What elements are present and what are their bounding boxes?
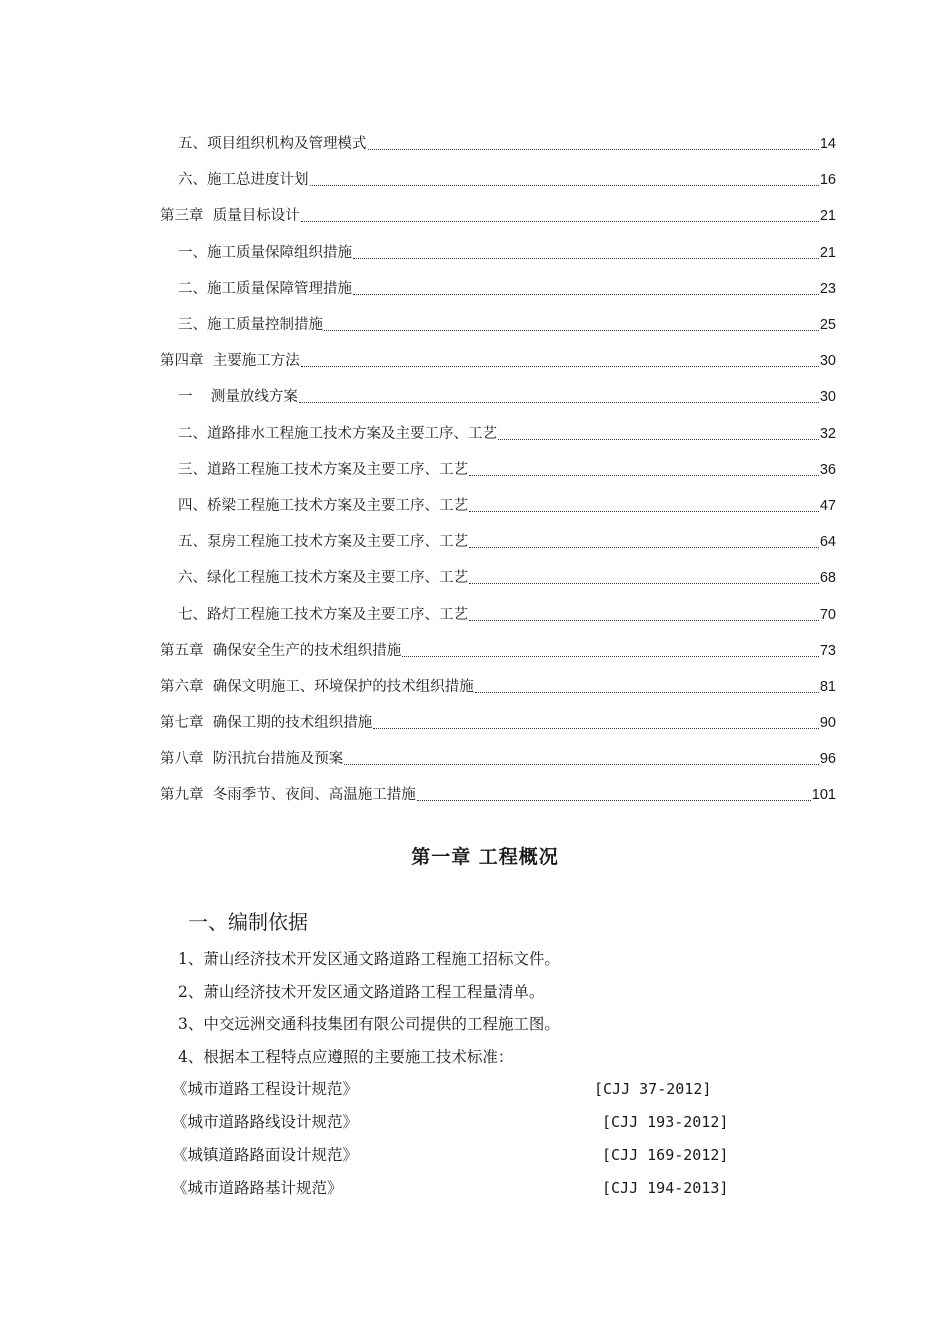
toc-page-number: 64 — [819, 534, 836, 551]
toc-page-number: 90 — [819, 715, 836, 732]
toc-entry-label: 第三章 质量目标设计 — [160, 208, 300, 225]
toc-entry-label: 七、路灯工程施工技术方案及主要工序、工艺 — [178, 606, 468, 623]
standard-code: [CJJ 37-2012] — [594, 1080, 712, 1098]
toc-dot-leader — [368, 134, 819, 154]
toc-dot-leader — [301, 351, 819, 371]
toc-entry[interactable] — [160, 343, 836, 379]
toc-entry[interactable] — [160, 741, 836, 777]
table-of-contents — [160, 126, 836, 814]
toc-dot-leader — [475, 677, 819, 697]
toc-dot-leader — [353, 279, 819, 299]
toc-dot-leader — [299, 387, 819, 407]
toc-dot-leader — [417, 785, 811, 805]
toc-dot-leader — [301, 206, 819, 226]
toc-dot-leader — [469, 532, 819, 552]
chapter-title: 第一章 工程概况 — [411, 846, 559, 868]
basis-item: 2、萧山经济技术开发区通文路道路工程工程量清单。 — [178, 982, 545, 1001]
standards-list — [172, 1074, 772, 1206]
toc-page-number: 36 — [819, 461, 836, 478]
toc-page-number: 25 — [819, 317, 836, 334]
toc-entry[interactable] — [160, 416, 836, 452]
toc-dot-leader — [469, 568, 819, 588]
standard-name: 《城市道路路基计规范》 — [172, 1179, 343, 1197]
standard-code: [CJJ 169-2012] — [602, 1146, 729, 1164]
toc-entry-label: 五、泵房工程施工技术方案及主要工序、工艺 — [178, 534, 468, 551]
standard-name: 《城镇道路路面设计规范》 — [172, 1146, 359, 1164]
toc-entry[interactable] — [160, 452, 836, 488]
standard-row — [172, 1140, 772, 1173]
toc-entry-label: 第四章 主要施工方法 — [160, 353, 300, 370]
standard-name: 《城市道路路线设计规范》 — [172, 1113, 359, 1131]
toc-entry-label: 第九章 冬雨季节、夜间、高温施工措施 — [160, 787, 416, 804]
toc-dot-leader — [469, 460, 819, 480]
toc-page-number: 70 — [819, 606, 836, 623]
toc-entry[interactable] — [160, 126, 836, 162]
toc-page-number: 30 — [819, 389, 836, 406]
toc-entry[interactable] — [160, 488, 836, 524]
toc-page-number: 16 — [819, 172, 836, 189]
toc-dot-leader — [469, 605, 819, 625]
toc-entry-label: 六、绿化工程施工技术方案及主要工序、工艺 — [178, 570, 468, 587]
basis-item: 3、中交远洲交通科技集团有限公司提供的工程施工图。 — [178, 1015, 560, 1033]
toc-entry-label: 五、项目组织机构及管理模式 — [178, 136, 367, 153]
toc-page-number: 73 — [819, 642, 836, 659]
toc-entry-label: 第六章 确保文明施工、环境保护的技术组织措施 — [160, 678, 474, 695]
toc-page-number: 23 — [819, 280, 836, 297]
toc-entry-label: 第八章 防汛抗台措施及预案 — [160, 751, 344, 768]
toc-dot-leader — [310, 170, 819, 190]
toc-page-number: 14 — [819, 136, 836, 153]
toc-entry-label: 四、桥梁工程施工技术方案及主要工序、工艺 — [178, 497, 468, 514]
toc-entry-label: 一、施工质量保障组织措施 — [178, 244, 352, 261]
toc-page-number: 21 — [819, 244, 836, 261]
toc-dot-leader — [353, 243, 819, 263]
toc-page-number: 96 — [819, 751, 836, 768]
toc-page-number: 68 — [819, 570, 836, 587]
toc-entry[interactable] — [160, 162, 836, 198]
toc-entry-label: 三、施工质量控制措施 — [178, 317, 323, 334]
toc-entry[interactable] — [160, 524, 836, 560]
toc-dot-leader — [402, 641, 819, 661]
toc-page-number: 101 — [811, 787, 836, 804]
standard-name: 《城市道路工程设计规范》 — [172, 1080, 359, 1098]
toc-entry[interactable] — [160, 379, 836, 415]
standard-code: [CJJ 193-2012] — [602, 1113, 729, 1131]
toc-entry-label: 二、道路排水工程施工技术方案及主要工序、工艺 — [178, 425, 497, 442]
toc-page-number: 30 — [819, 353, 836, 370]
toc-dot-leader — [324, 315, 819, 335]
toc-entry-label: 三、道路工程施工技术方案及主要工序、工艺 — [178, 461, 468, 478]
toc-entry-label: 六、施工总进度计划 — [178, 172, 309, 189]
toc-entry[interactable] — [160, 198, 836, 234]
toc-entry[interactable] — [160, 235, 836, 271]
toc-page-number: 21 — [819, 208, 836, 225]
toc-dot-leader — [344, 749, 819, 769]
toc-page-number: 47 — [819, 497, 836, 514]
standard-code: [CJJ 194-2013] — [602, 1179, 729, 1197]
basis-item: 4、根据本工程特点应遵照的主要施工技术标准： — [178, 1047, 514, 1066]
toc-entry[interactable] — [160, 633, 836, 669]
toc-entry[interactable] — [160, 271, 836, 307]
toc-entry[interactable] — [160, 777, 836, 813]
basis-item: 1、萧山经济技术开发区通文路道路工程施工招标文件。 — [178, 950, 560, 968]
toc-entry-label: 第七章 确保工期的技术组织措施 — [160, 715, 373, 732]
toc-entry-label: 二、施工质量保障管理措施 — [178, 280, 352, 297]
toc-dot-leader — [373, 713, 819, 733]
standard-row — [172, 1173, 772, 1206]
toc-page-number: 32 — [819, 425, 836, 442]
standard-row — [172, 1107, 772, 1140]
toc-entry[interactable] — [160, 307, 836, 343]
toc-page-number: 81 — [819, 678, 836, 695]
toc-entry-label: 一 测量放线方案 — [178, 389, 298, 406]
basis-list — [178, 944, 778, 1074]
toc-dot-leader — [469, 496, 819, 516]
toc-entry-label: 第五章 确保安全生产的技术组织措施 — [160, 642, 402, 659]
toc-entry[interactable] — [160, 560, 836, 596]
section-heading: 一、编制依据 — [188, 910, 308, 934]
toc-entry[interactable] — [160, 669, 836, 705]
standard-row — [172, 1074, 772, 1107]
toc-dot-leader — [498, 424, 819, 444]
toc-entry[interactable] — [160, 596, 836, 632]
toc-entry[interactable] — [160, 705, 836, 741]
